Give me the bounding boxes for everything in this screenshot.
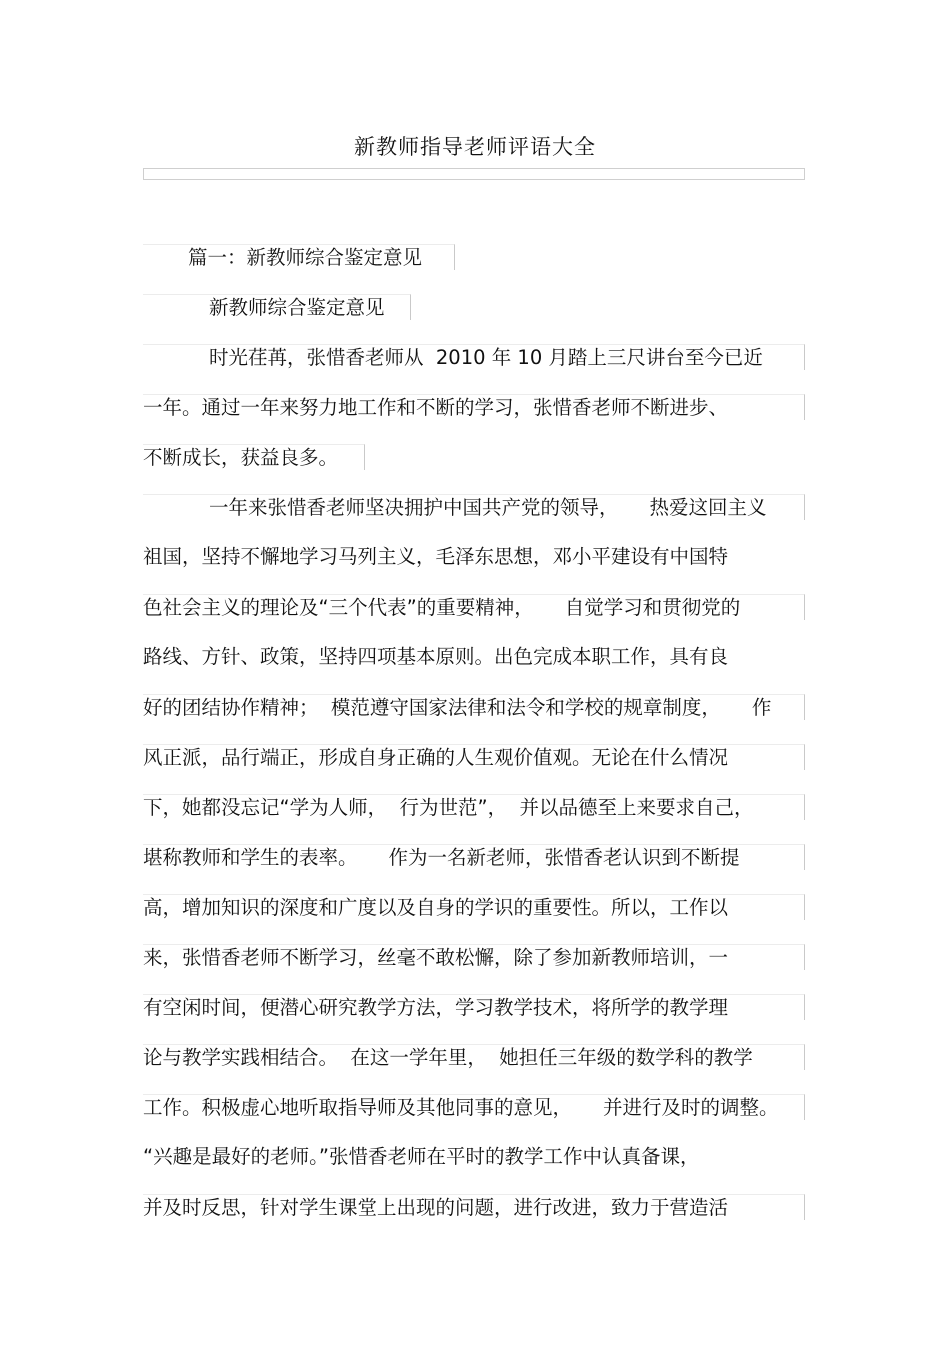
paragraph-line: 论与教学实践相结合。 在这一学年里， 她担任三年级的数学科的教学	[143, 1044, 805, 1070]
paragraph-line: “兴趣是最好的老师。”张惜香老师在平时的教学工作中认真备课，	[143, 1145, 700, 1168]
paragraph-line: 并及时反思，针对学生课堂上出现的问题，进行改进，致力于营造活	[143, 1194, 805, 1220]
paragraph-line: 色社会主义的理论及“三个代表”的重要精神， 自觉学习和贯彻党的	[143, 594, 805, 620]
paragraph-line: 有空闲时间，便潜心研究教学方法，学习教学技术，将所学的教学理	[143, 994, 805, 1020]
paragraph-line: 风正派，品行端正，形成自身正确的人生观价值观。无论在什么情况	[143, 744, 805, 770]
section-heading: 篇一：新教师综合鉴定意见	[143, 244, 455, 270]
paragraph-line: 工作。积极虚心地听取指导师及其他同事的意见， 并进行及时的调整。	[143, 1094, 805, 1120]
paragraph-line: 好的团结协作精神； 模范遵守国家法律和法令和学校的规章制度， 作	[143, 694, 805, 720]
document-title: 新教师指导老师评语大全	[354, 135, 596, 159]
paragraph-line: 一年。通过一年来努力地工作和不断的学习，张惜香老师不断进步、	[143, 394, 805, 420]
paragraph-line: 堪称教师和学生的表率。 作为一名新老师，张惜香老认识到不断提	[143, 844, 805, 870]
subsection-heading: 新教师综合鉴定意见	[143, 294, 411, 320]
paragraph-line: 时光荏苒，张惜香老师从 2010 年 10 月踏上三尺讲台至今已近	[143, 344, 805, 370]
paragraph-line: 下，她都没忘记“学为人师， 行为世范”， 并以品德至上来要求自己，	[143, 794, 805, 820]
title-divider	[143, 168, 805, 180]
paragraph-line: 来，张惜香老师不断学习，丝毫不敢松懈，除了参加新教师培训，一	[143, 944, 805, 970]
paragraph-line: 祖国，坚持不懈地学习马列主义，毛泽东思想，邓小平建设有中国特	[143, 545, 729, 568]
paragraph-line: 一年来张惜香老师坚决拥护中国共产党的领导， 热爱这回主义	[143, 494, 805, 520]
paragraph-line: 路线、方针、政策，坚持四项基本原则。出色完成本职工作，具有良	[143, 645, 729, 668]
paragraph-line: 高，增加知识的深度和广度以及自身的学识的重要性。所以，工作以	[143, 894, 805, 920]
paragraph-line: 不断成长，获益良多。	[143, 444, 365, 470]
